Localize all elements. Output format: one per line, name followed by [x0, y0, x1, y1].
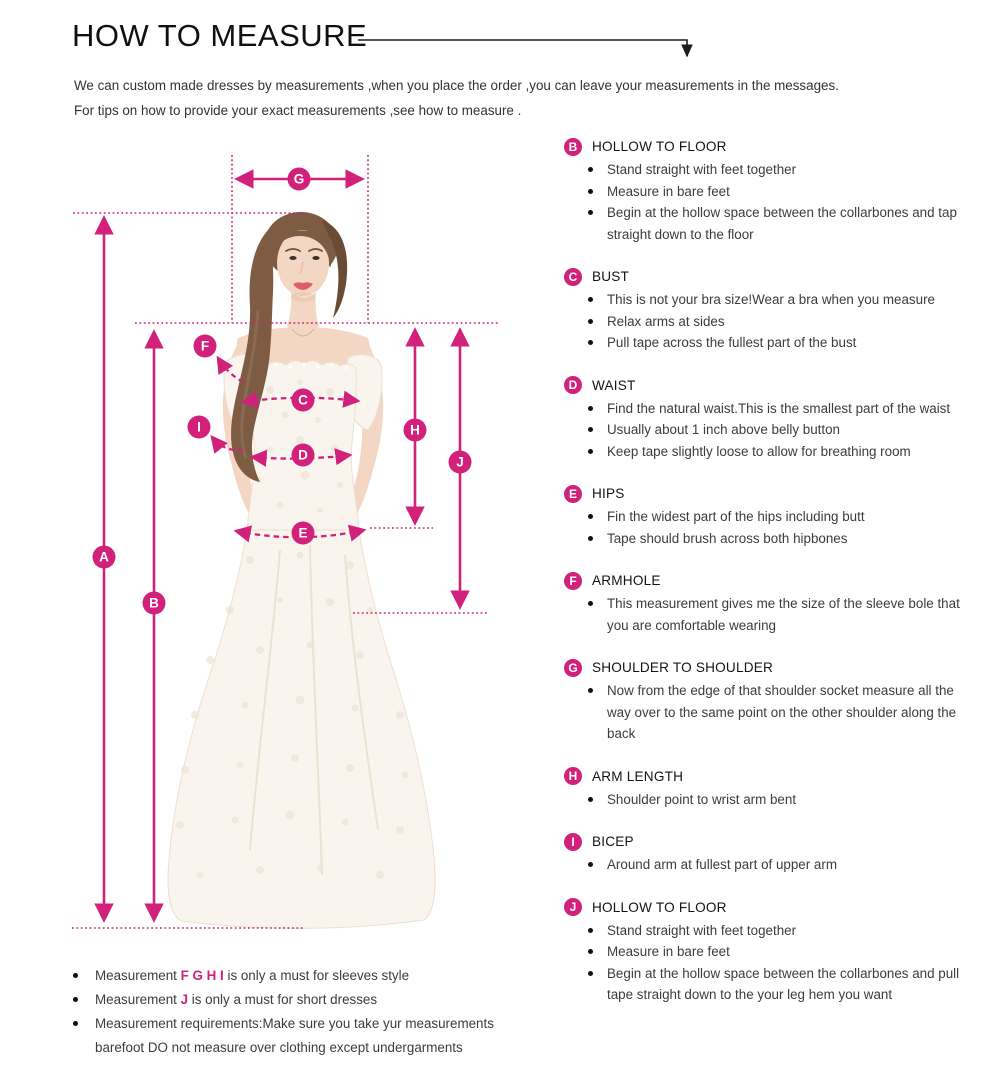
bullet-dot: [588, 949, 593, 954]
note-text: is only a must for sleeves style: [223, 968, 410, 983]
bullet-text: Pull tape across the fullest part of the bust: [607, 335, 857, 350]
bullet-dot: [588, 601, 593, 606]
diagram-badge-d: [292, 444, 315, 467]
measure-bullets: [560, 506, 990, 549]
measure-bullet: [560, 311, 977, 333]
bullet-text: Measure in bare feet: [607, 183, 730, 199]
bullet-dot: [588, 297, 593, 302]
measure-item: [560, 766, 990, 811]
measure-bullet: [560, 159, 977, 181]
measure-bullet: [560, 680, 977, 745]
measure-badge: F: [564, 572, 582, 590]
measure-bullets: [560, 854, 990, 876]
bullet-dot: [588, 928, 593, 933]
svg-text:J: J: [456, 454, 464, 470]
measure-item: [560, 266, 990, 354]
bullet-text: Tape should brush across both hipbones: [607, 530, 848, 546]
measure-item-header: [560, 483, 990, 504]
intro-text: [74, 78, 974, 128]
measure-badge: B: [564, 138, 582, 156]
measure-bullet: [560, 528, 977, 550]
note-highlight: F G H I: [180, 968, 224, 983]
bullet-text: Begin at the hollow space between the collarbones and tap straight down to the floor: [607, 205, 957, 242]
measure-badge: H: [564, 767, 582, 785]
diagram-badge-h: [404, 419, 427, 442]
svg-text:G: G: [293, 171, 305, 187]
svg-text:I: I: [197, 419, 201, 435]
measure-title: BUST: [592, 269, 630, 284]
measure-bullet: [560, 963, 977, 1006]
measure-bullet: [560, 181, 977, 203]
measure-title: ARMHOLE: [592, 573, 661, 588]
svg-text:F: F: [200, 338, 210, 354]
measure-bullets: [560, 289, 990, 354]
notes-list: [72, 964, 510, 1060]
bullet-dot: [73, 997, 78, 1002]
svg-text:E: E: [298, 525, 308, 541]
bullet-text: Stand straight with feet together: [607, 162, 797, 177]
bullet-dot: [588, 427, 593, 432]
measure-title: SHOULDER TO SHOULDER: [592, 660, 774, 675]
measure-bullet: [560, 398, 977, 420]
diagram-badge-b: [143, 592, 166, 615]
measure-bullet: [560, 202, 977, 245]
measurement-diagram: [0, 130, 560, 970]
svg-text:D: D: [298, 447, 308, 463]
note-text: is only a must for short dresses: [188, 992, 378, 1007]
bullet-text: This measurement gives me the size of the sleeve bole that you are comfortable wearing: [607, 596, 960, 633]
page-title: HOW TO MEASURE: [72, 18, 368, 53]
note-text: Measurement: [95, 968, 181, 983]
bullet-dot: [588, 862, 593, 867]
intro-line-2: For tips on how to provide your exact measurements ,see how to measure .: [74, 103, 522, 118]
svg-text:H: H: [410, 422, 420, 438]
diagram-badge-j: [449, 451, 472, 474]
measure-bullet: [560, 419, 977, 441]
bullet-dot: [588, 189, 593, 194]
measure-item-header: [560, 375, 990, 396]
measure-bullet: [560, 789, 977, 811]
measure-badge: E: [564, 485, 582, 503]
note-item: [72, 1012, 510, 1060]
note-item: [72, 988, 510, 1012]
measure-title: ARM LENGTH: [592, 768, 684, 784]
bullet-text: Shoulder point to wrist arm bent: [607, 791, 797, 807]
measure-bullets: [560, 159, 990, 245]
measure-item-header: [560, 266, 990, 287]
measure-bullets: [560, 680, 990, 745]
measure-item-header: [560, 897, 990, 918]
measure-bullet: [560, 920, 977, 942]
measure-item: [560, 831, 990, 876]
bullet-text: Find the natural waist.This is the smallest part of the waist: [607, 400, 951, 416]
measure-badge: J: [564, 898, 582, 916]
bullet-text: Stand straight with feet together: [607, 922, 797, 938]
measure-item: [560, 375, 990, 463]
bullet-text: This is not your bra size!Wear a bra when you measure: [607, 292, 935, 307]
diagram-badge-g: [288, 168, 311, 191]
measure-title: BICEP: [592, 834, 634, 849]
measure-bullets: [560, 920, 990, 1006]
svg-text:A: A: [99, 549, 109, 565]
bullet-dot: [588, 210, 593, 215]
bullet-text: Keep tape slightly loose to allow for breathing room: [607, 443, 911, 459]
measure-title: HOLLOW TO FLOOR: [592, 899, 727, 915]
bullet-text: Relax arms at sides: [607, 313, 725, 329]
bullet-dot: [73, 973, 78, 978]
measure-item-header: [560, 136, 990, 157]
bullet-dot: [588, 797, 593, 802]
diagram-badge-i: [188, 416, 211, 439]
note-text: Measurement: [95, 992, 181, 1007]
measure-title: HOLLOW TO FLOOR: [592, 139, 727, 154]
bullet-dot: [73, 1021, 78, 1026]
svg-text:C: C: [298, 392, 308, 408]
bullet-text: Begin at the hollow space between the collarbones and pull tape straight down to the your leg hem you want: [607, 965, 960, 1002]
bullet-dot: [588, 406, 593, 411]
measure-item: [560, 483, 990, 549]
measurement-list: [560, 136, 990, 1027]
measure-bullets: [560, 789, 990, 811]
diagram-badge-c: [292, 389, 315, 412]
bullet-dot: [588, 449, 593, 454]
bullet-text: Usually about 1 inch above belly button: [607, 422, 841, 437]
measure-title: HIPS: [592, 486, 625, 501]
measure-badge: D: [564, 376, 582, 394]
measure-bullets: [560, 593, 990, 636]
bullet-text: Measure in bare feet: [607, 944, 730, 959]
svg-text:B: B: [149, 595, 159, 611]
bullet-dot: [588, 514, 593, 519]
note-text: Measurement requirements:Make sure you take yur measurements barefoot DO not measure over clothing except undergarments: [95, 1016, 494, 1055]
measure-bullet: [560, 854, 977, 876]
measure-bullet: [560, 593, 977, 636]
measure-item-header: [560, 766, 990, 787]
bullet-dot: [588, 167, 593, 172]
bullet-text: Now from the edge of that shoulder socket measure all the way over to the same point on the other shoulder along the back: [607, 683, 957, 741]
measure-badge: C: [564, 268, 582, 286]
bullet-text: Fin the widest part of the hips including butt: [607, 509, 865, 524]
measure-title: WAIST: [592, 377, 636, 393]
bullet-dot: [588, 536, 593, 541]
measure-bullet: [560, 332, 977, 354]
measure-bullet: [560, 506, 977, 528]
measure-item-header: [560, 831, 990, 852]
bullet-dot: [588, 971, 593, 976]
measure-item-header: [560, 657, 990, 678]
measure-bullet: [560, 941, 977, 963]
diagram-badge-a: [93, 546, 116, 569]
measure-item: [560, 897, 990, 1006]
diagram-badge-e: [292, 522, 315, 545]
bullet-dot: [588, 688, 593, 693]
measure-item: [560, 136, 990, 245]
diagram-badge-f: [194, 335, 217, 358]
measure-item: [560, 657, 990, 745]
measure-bullets: [560, 398, 990, 463]
note-item: [72, 964, 510, 988]
measure-bullet: [560, 441, 977, 463]
intro-line-1: We can custom made dresses by measurements ,when you place the order ,you can leave your measurements in the messages.: [74, 78, 839, 93]
dress-model-illustration: [168, 212, 435, 928]
measure-item-header: [560, 570, 990, 591]
measure-bullet: [560, 289, 977, 311]
note-highlight: J: [180, 992, 189, 1007]
bullet-dot: [588, 319, 593, 324]
bullet-text: Around arm at fullest part of upper arm: [607, 857, 837, 872]
bullet-dot: [588, 340, 593, 345]
measure-badge: G: [564, 659, 582, 677]
measure-badge: I: [564, 833, 582, 851]
measure-item: [560, 570, 990, 636]
